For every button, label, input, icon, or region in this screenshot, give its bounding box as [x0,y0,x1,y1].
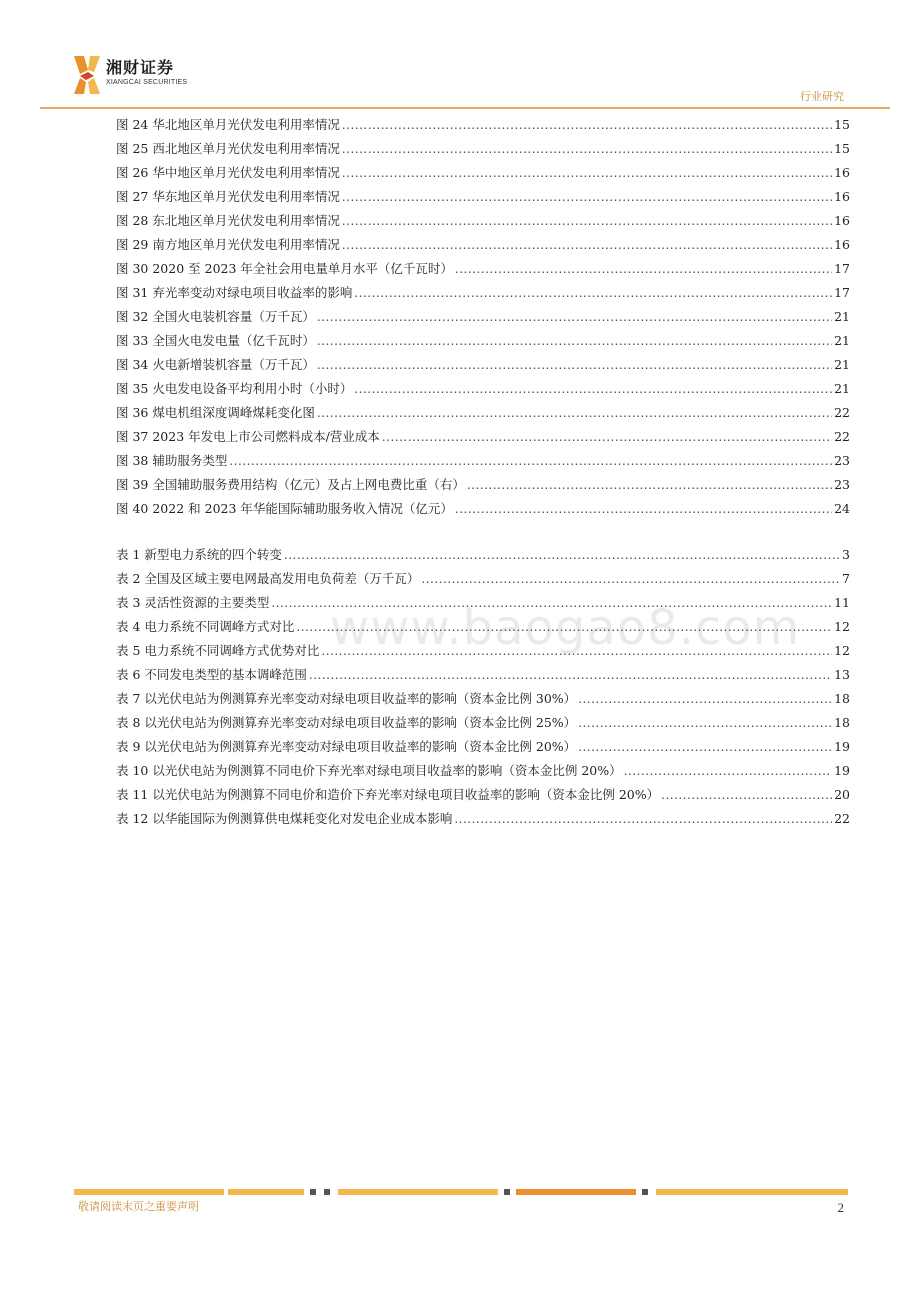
toc-leader-dots [296,618,832,636]
toc-leader-dots [271,594,832,612]
toc-entry-table[interactable] [116,684,850,708]
toc-leader-dots [321,642,832,660]
toc-entry-figure[interactable] [116,302,850,326]
toc-entry-table[interactable] [116,732,850,756]
toc-leader-dots [317,356,832,374]
toc-entry-page: 3 [842,547,850,562]
toc-leader-dots [578,690,832,708]
toc-entry-label: 图 36 煤电机组深度调峰煤耗变化图 [116,405,315,420]
toc-entry-page: 12 [834,643,850,658]
toc-leader-dots [354,284,832,302]
toc-leader-dots [354,380,832,398]
footer-disclaimer: 敬请阅读末页之重要声明 [78,1200,199,1213]
toc-entry-page: 11 [834,595,850,610]
toc-entry-label: 图 26 华中地区单月光伏发电利用率情况 [116,165,340,180]
toc-entry-page: 12 [834,619,850,634]
toc-entry-figure[interactable] [116,110,850,134]
toc-entry-figure[interactable] [116,470,850,494]
toc-entry-table[interactable] [116,756,850,780]
toc-entry-page: 22 [834,405,850,420]
toc-entry-table[interactable] [116,804,850,828]
toc-entry-page: 16 [834,189,850,204]
toc-entry-page: 21 [834,309,850,324]
toc-entry-page: 19 [834,763,850,778]
toc-entry-label: 表 11 以光伏电站为例测算不同电价和造价下弃光率对绿电项目收益率的影响（资本金比例 20%） [116,787,660,802]
toc-entry-page: 16 [834,165,850,180]
toc-entry-page: 16 [834,213,850,228]
toc-entry-table[interactable] [116,588,850,612]
toc-entry-table[interactable] [116,564,850,588]
toc-entry-figure[interactable] [116,158,850,182]
toc-entry-page: 20 [834,787,850,802]
table-of-contents [116,110,850,828]
toc-entry-table[interactable] [116,708,850,732]
footer-stripe [74,1189,848,1195]
toc-entry-label: 表 12 以华能国际为例测算供电煤耗变化对发电企业成本影响 [116,811,453,826]
toc-entry-page: 18 [834,691,850,706]
toc-entry-figure[interactable] [116,206,850,230]
toc-entry-table[interactable] [116,780,850,804]
toc-entry-label: 图 30 2020 至 2023 年全社会用电量单月水平（亿千瓦时） [116,261,453,276]
toc-leader-dots [229,452,832,470]
toc-leader-dots [624,762,832,780]
toc-entry-label: 表 5 电力系统不同调峰方式优势对比 [116,643,320,658]
toc-entry-table[interactable] [116,612,850,636]
toc-entry-label: 表 2 全国及区域主要电网最高发用电负荷差（万千瓦） [116,571,420,586]
toc-entry-figure[interactable] [116,182,850,206]
toc-entry-page: 17 [834,285,850,300]
toc-entry-page: 19 [834,739,850,754]
watermark: www.baogao8.com [330,600,801,656]
toc-entry-page: 24 [834,501,850,516]
toc-leader-dots [455,500,832,518]
toc-leader-dots [284,546,840,564]
toc-entry-page: 23 [834,453,850,468]
toc-entry-figure[interactable] [116,254,850,278]
toc-entry-page: 21 [834,357,850,372]
toc-leader-dots [309,666,832,684]
toc-leader-dots [578,738,832,756]
toc-spacer [116,518,850,540]
toc-entry-page: 21 [834,333,850,348]
toc-entry-page: 16 [834,237,850,252]
toc-leader-dots [317,308,832,326]
toc-entry-label: 图 25 西北地区单月光伏发电利用率情况 [116,141,340,156]
toc-entry-page: 21 [834,381,850,396]
toc-entry-figure[interactable] [116,278,850,302]
toc-entry-label: 图 32 全国火电装机容量（万千瓦） [116,309,315,324]
toc-entry-label: 图 39 全国辅助服务费用结构（亿元）及占上网电费比重（右） [116,477,465,492]
xiangcai-logo-mark-icon [72,52,102,96]
toc-entry-label: 表 4 电力系统不同调峰方式对比 [116,619,295,634]
toc-leader-dots [317,404,832,422]
toc-entry-page: 22 [834,811,850,826]
toc-entry-page: 23 [834,477,850,492]
toc-entry-label: 图 37 2023 年发电上市公司燃料成本/营业成本 [116,429,380,444]
brand-sub: XIANGCAI SECURITIES [106,79,188,86]
toc-entry-label: 表 6 不同发电类型的基本调峰范围 [116,667,307,682]
figure-list [116,110,850,518]
toc-entry-page: 15 [834,141,850,156]
toc-entry-page: 17 [834,261,850,276]
toc-entry-label: 表 10 以光伏电站为例测算不同电价下弃光率对绿电项目收益率的影响（资本金比例 20%） [116,763,622,778]
toc-entry-figure[interactable] [116,134,850,158]
toc-leader-dots [342,188,832,206]
toc-entry-figure[interactable] [116,494,850,518]
page-number: 2 [837,1200,844,1215]
header-divider [40,107,890,109]
toc-entry-figure[interactable] [116,398,850,422]
toc-entry-label: 表 9 以光伏电站为例测算弃光率变动对绿电项目收益率的影响（资本金比例 20%） [116,739,577,754]
toc-entry-label: 表 1 新型电力系统的四个转变 [116,547,282,562]
toc-entry-label: 图 29 南方地区单月光伏发电利用率情况 [116,237,340,252]
toc-entry-label: 图 27 华东地区单月光伏发电利用率情况 [116,189,340,204]
toc-leader-dots [342,212,832,230]
toc-leader-dots [342,116,832,134]
toc-leader-dots [342,164,832,182]
toc-leader-dots [382,428,832,446]
toc-entry-page: 13 [834,667,850,682]
xiangcai-logo [72,52,202,96]
toc-entry-label: 图 40 2022 和 2023 年华能国际辅助服务收入情况（亿元） [116,501,453,516]
toc-entry-figure[interactable] [116,350,850,374]
toc-entry-figure[interactable] [116,446,850,470]
toc-entry-label: 图 38 辅助服务类型 [116,453,228,468]
brand-name: 湘财证券 [106,58,175,77]
toc-entry-label: 图 24 华北地区单月光伏发电利用率情况 [116,117,340,132]
toc-leader-dots [455,260,832,278]
toc-leader-dots [467,476,832,494]
section-label: 行业研究 [800,90,844,103]
toc-entry-figure[interactable] [116,230,850,254]
toc-entry-label: 图 28 东北地区单月光伏发电利用率情况 [116,213,340,228]
toc-entry-figure[interactable] [116,326,850,350]
toc-entry-page: 18 [834,715,850,730]
toc-entry-label: 图 35 火电发电设备平均利用小时（小时） [116,381,353,396]
toc-entry-label: 表 3 灵活性资源的主要类型 [116,595,270,610]
page-header [0,0,920,110]
toc-entry-table[interactable] [116,660,850,684]
toc-leader-dots [578,714,832,732]
toc-leader-dots [661,786,832,804]
toc-entry-label: 表 7 以光伏电站为例测算弃光率变动对绿电项目收益率的影响（资本金比例 30%） [116,691,577,706]
toc-leader-dots [342,140,832,158]
toc-entry-table[interactable] [116,636,850,660]
toc-leader-dots [454,810,832,828]
toc-entry-label: 图 33 全国火电发电量（亿千瓦时） [116,333,315,348]
table-list [116,540,850,828]
toc-leader-dots [421,570,840,588]
toc-entry-table[interactable] [116,540,850,564]
toc-entry-label: 表 8 以光伏电站为例测算弃光率变动对绿电项目收益率的影响（资本金比例 25%） [116,715,577,730]
toc-leader-dots [317,332,832,350]
toc-entry-figure[interactable] [116,374,850,398]
toc-entry-figure[interactable] [116,422,850,446]
toc-leader-dots [342,236,832,254]
toc-entry-page: 15 [834,117,850,132]
toc-entry-label: 图 34 火电新增装机容量（万千瓦） [116,357,315,372]
toc-entry-label: 图 31 弃光率变动对绿电项目收益率的影响 [116,285,353,300]
toc-entry-page: 7 [842,571,850,586]
toc-entry-page: 22 [834,429,850,444]
